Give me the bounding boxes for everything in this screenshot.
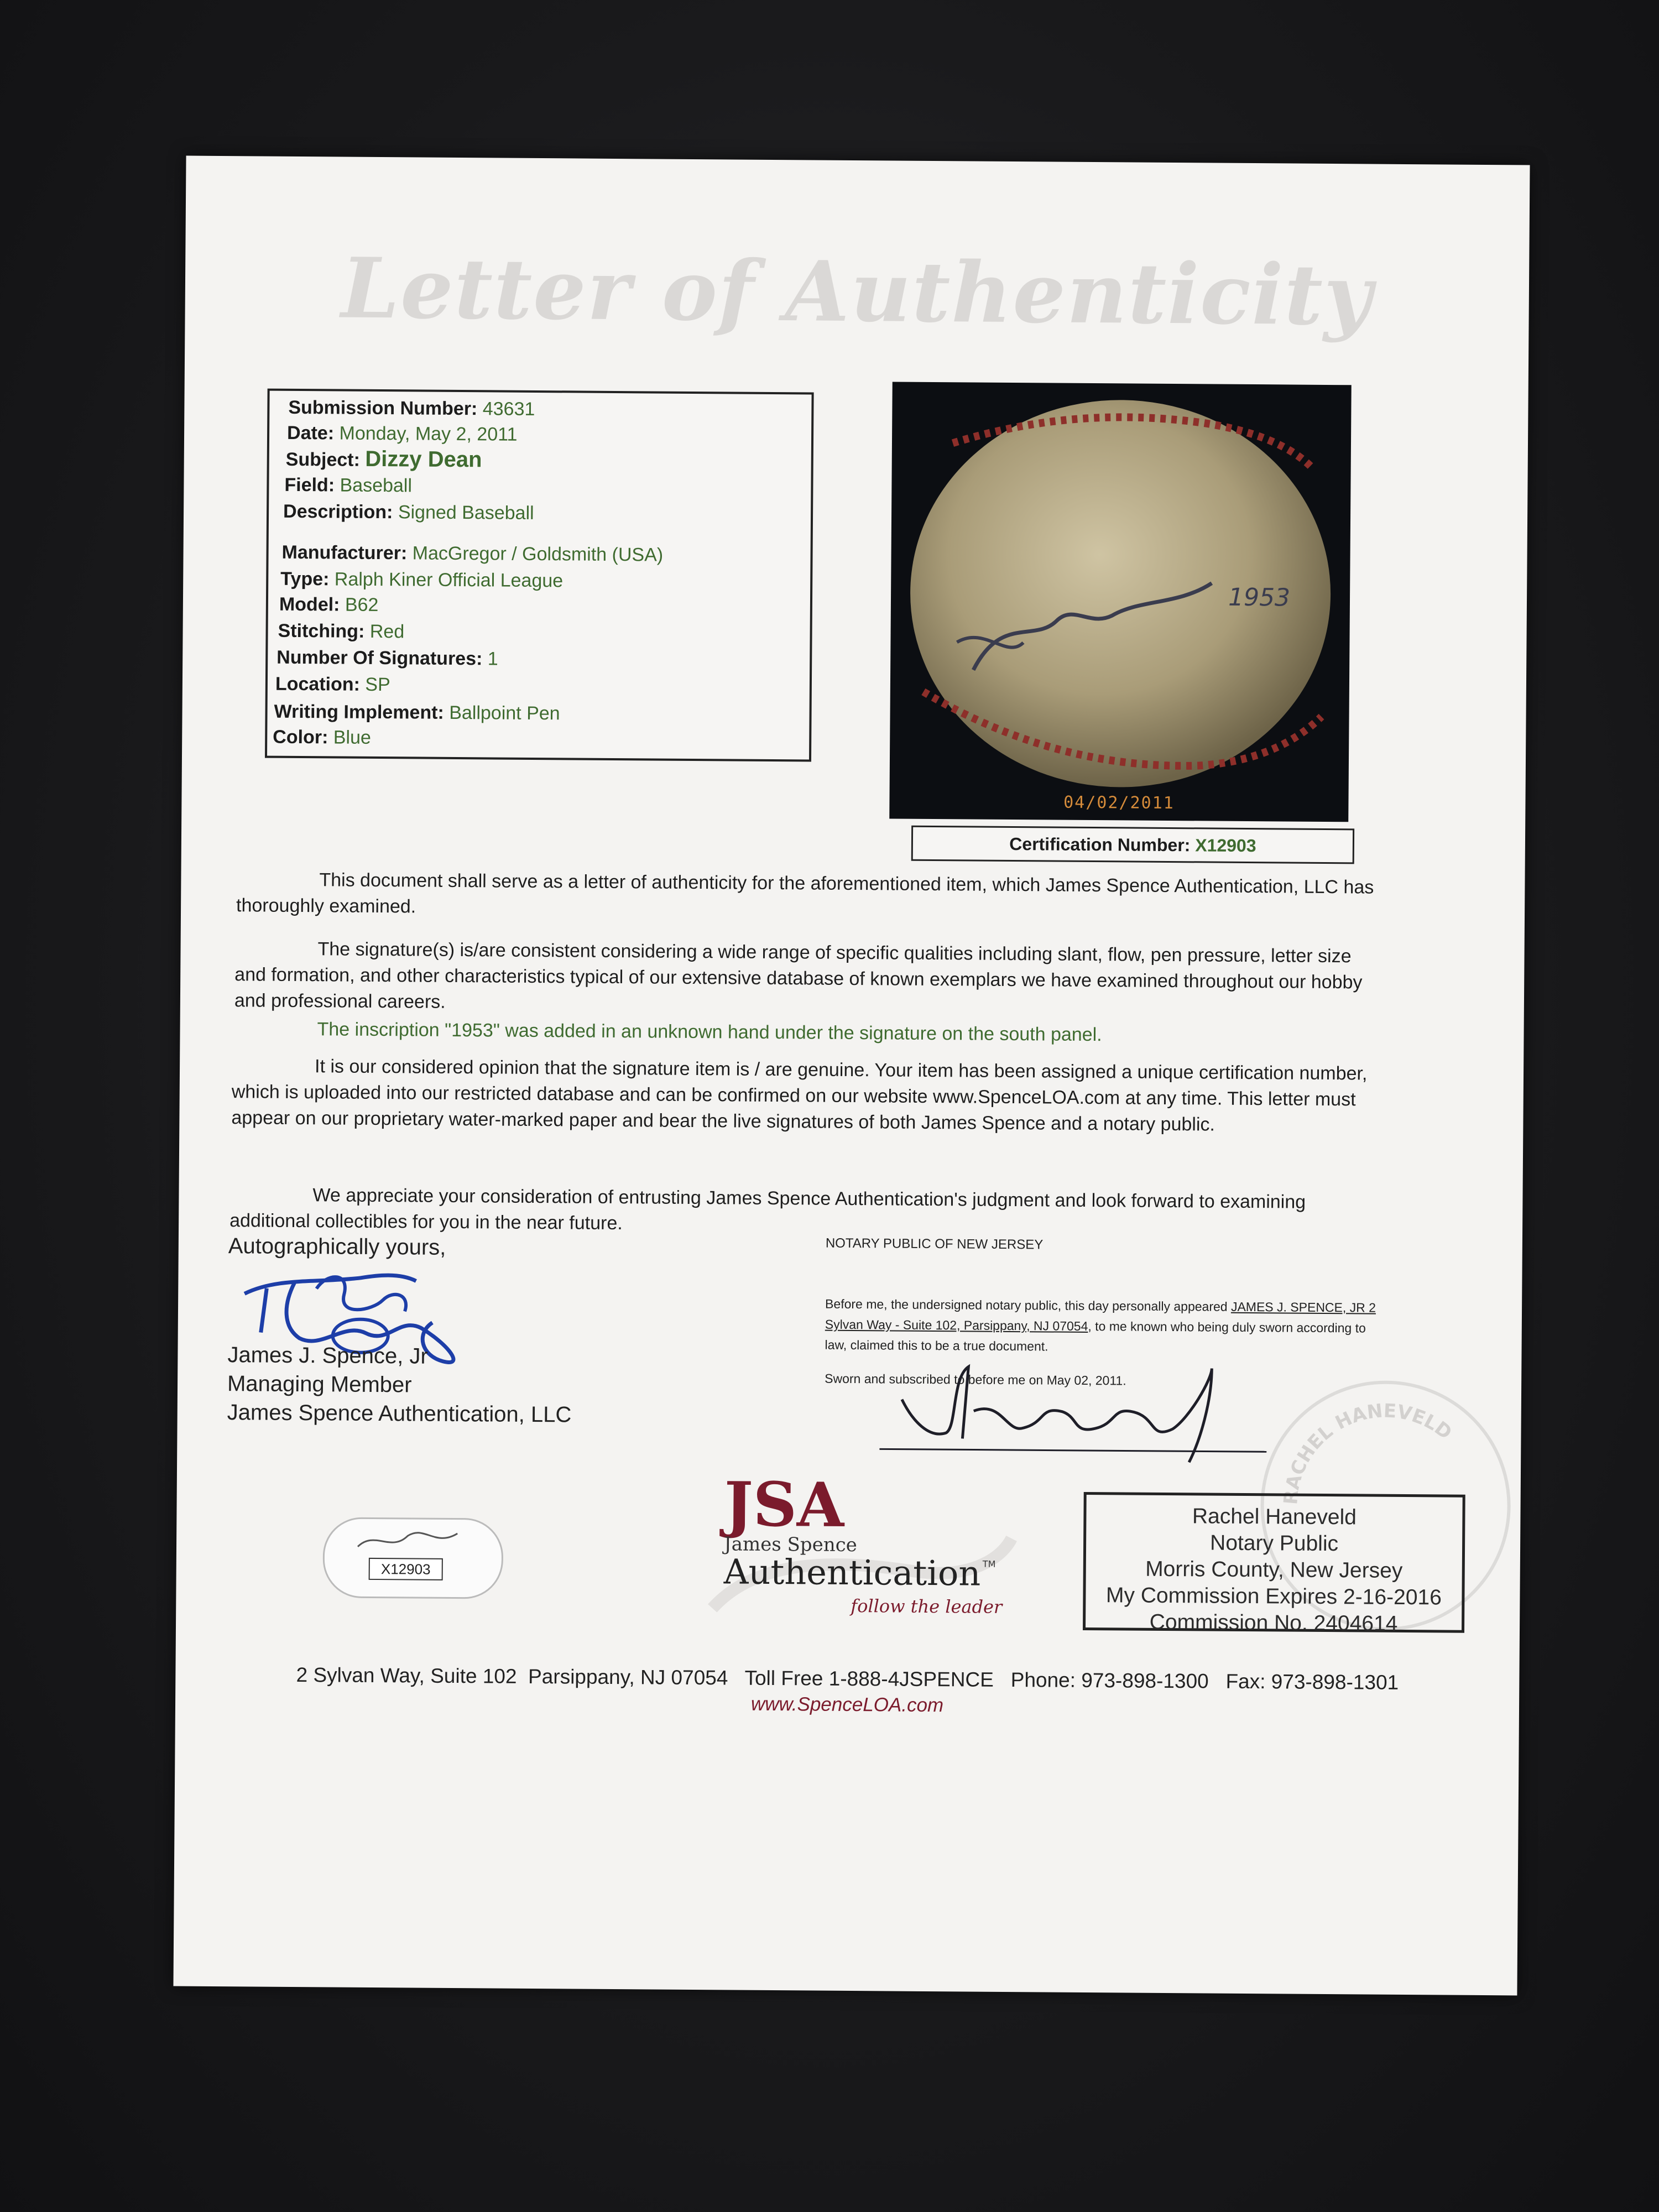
field-type: Type: Ralph Kiner Official League [280, 568, 564, 592]
baseball-photo [889, 382, 1351, 822]
signoff-block [227, 1232, 671, 1430]
footer-contact-line: 2 Sylvan Way, Suite 102 Parsippany, NJ 07054 Toll Free 1-888-4JSPENCE Phone: 973-898-1300 Fax: 973-898-1301 [296, 1663, 1399, 1694]
paragraph-consistency: The signature(s) is/are consistent considering a wide range of specific qualities including slant, flow, pen pressure, letter size and formation, and other characteristics typical of our extensive database of known exemplars we have examined throughout our hobby and professional careers. [234, 938, 1363, 1013]
svg-text:James Spence: James Spence [723, 1533, 857, 1557]
svg-text:RACHEL HANEVELD: RACHEL HANEVELD [1280, 1400, 1456, 1506]
paragraph-intro: This document shall serve as a letter of authenticity for the aforementioned item, which James Spence Authentication, LLC has thoroughly examined. [236, 869, 1374, 917]
field-date: Date: Monday, May 2, 2011 [286, 422, 518, 445]
paragraph-opinion: It is our considered opinion that the signature item is / are genuine. Your item has been assigned a unique certification number, which is uploaded into our restricted database and can be confirmed on our website www.SpenceLOA.com at any time. This letter must appear on our proprietary water-marked paper and bear the live signatures of both James Spence and a notary public. [231, 1056, 1368, 1135]
field-manufacturer: Manufacturer: MacGregor / Goldsmith (USA) [281, 541, 664, 566]
photo-date-stamp: 04/02/2011 [1063, 792, 1175, 813]
item-details-box [265, 389, 814, 762]
hologram-certification-number: X12903 [369, 1558, 443, 1580]
notary-stamp-county: Morris County, New Jersey [1145, 1557, 1403, 1583]
letter-of-authenticity-document [173, 156, 1530, 1996]
signer-company: James Spence Authentication, LLC [227, 1400, 572, 1427]
paragraph-appreciation: We appreciate your consideration of entrusting James Spence Authentication's judgment and look forward to examining additional collectibles for you in the near future. [229, 1185, 1306, 1234]
document-title: Letter of Authenticity [341, 239, 1374, 345]
svg-text:TM: TM [982, 1558, 996, 1569]
notary-statement: Before me, the undersigned notary public, this day personally appeared JAMES J. SPENCE, JR 2 Sylvan Way - Suite 102, Parsippany, NJ 07054, to me known who being duly sworn according to law, claimed this to be a true document. [825, 1296, 1376, 1354]
jsa-logo-graphic [679, 1475, 1034, 1655]
field-model: Model: B62 [279, 593, 379, 616]
field-color: Color: Blue [273, 726, 371, 748]
paragraph-inscription-note: The inscription "1953" was added in an unknown hand under the signature on the south panel. [317, 1019, 1102, 1046]
notary-stamp-box [1083, 1492, 1465, 1636]
field-writing-implement: Writing Implement: Ballpoint Pen [274, 701, 560, 724]
closing-line: Autographically yours, [228, 1234, 446, 1260]
svg-text:JSA: JSA [724, 1475, 844, 1541]
field-stitching: Stitching: Red [278, 620, 405, 643]
field-field: Field: Baseball [284, 474, 413, 497]
jsa-logo [679, 1475, 1034, 1655]
hologram-signature-image [325, 1519, 502, 1558]
field-subject: Subject: Dizzy Dean [285, 446, 482, 472]
certification-number-box: Certification Number: X12903 [911, 826, 1354, 864]
svg-text:Authentication: Authentication [723, 1551, 981, 1594]
signer-role: Managing Member [227, 1371, 412, 1397]
notary-stamp-title: Notary Public [1209, 1531, 1339, 1556]
signer-name: James J. Spence, Jr [227, 1343, 428, 1369]
signed-baseball-image [889, 382, 1351, 822]
notary-sworn-line: Sworn and subscribed to before me on May 02, 2011. [825, 1371, 1126, 1388]
notary-stamp-commission: Commission No. 2404614 [1149, 1610, 1398, 1636]
field-description: Description: Signed Baseball [283, 500, 534, 524]
svg-text:follow the leader: follow the leader [851, 1595, 1003, 1618]
notary-heading: NOTARY PUBLIC OF NEW JERSEY [825, 1235, 1044, 1253]
footer-website-link[interactable]: www.SpenceLOA.com [750, 1693, 944, 1717]
notary-stamp-expires: My Commission Expires 2-16-2016 [1105, 1583, 1442, 1610]
field-location: Location: SP [275, 673, 390, 696]
photo-inscription-text: 1953 [1228, 583, 1291, 612]
notary-signature-image [879, 1344, 1279, 1479]
jsa-hologram-sticker [322, 1517, 503, 1599]
notary-stamp-name: Rachel Haneveld [1192, 1504, 1357, 1530]
field-number-of-signatures: Number Of Signatures: 1 [276, 646, 498, 670]
field-submission-number: Submission Number: 43631 [288, 397, 535, 420]
